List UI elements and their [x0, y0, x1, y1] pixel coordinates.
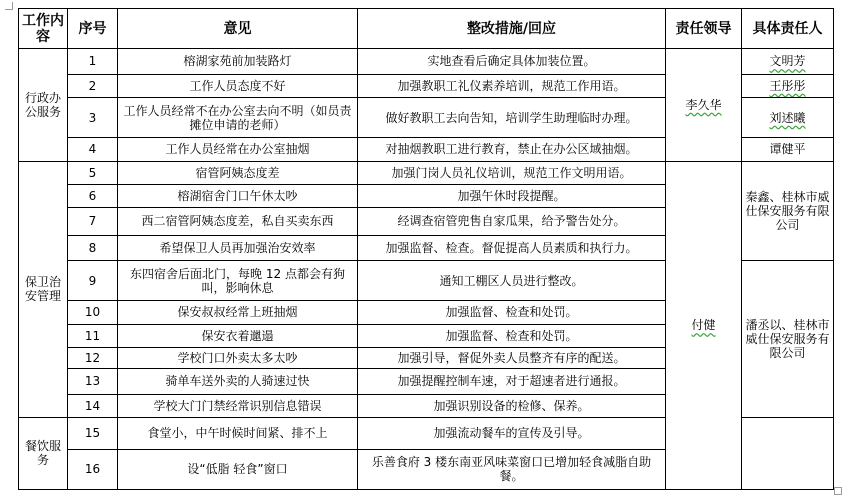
row-person: [742, 74, 834, 97]
row-opinion: 学校门口外卖太多太吵: [118, 347, 358, 368]
row-measure: 加强教职工礼仪素养培训，规范工作用语。: [358, 74, 666, 97]
row-measure: 做好教职工去向告知，培训学生助理临时办理。: [358, 97, 666, 137]
table-row: [19, 49, 834, 74]
row-index: 3: [68, 97, 118, 137]
table-header-row: [19, 9, 834, 49]
row-opinion: 榕湖家苑前加装路灯: [118, 49, 358, 74]
row-index: 6: [68, 184, 118, 207]
row-opinion: 保安衣着邋遢: [118, 324, 358, 347]
person-dining-empty: [742, 417, 834, 489]
row-measure: 加强提醒控制车速，对于超速者进行通报。: [358, 369, 666, 394]
row-index: 13: [68, 369, 118, 394]
row-measure: 加强门岗人员礼仪培训，规范工作文明用语。: [358, 161, 666, 184]
table-row: [19, 161, 834, 184]
row-measure: 经调查宿管兜售自家瓜果，给予警告处分。: [358, 208, 666, 236]
company-b: 潘丞以、桂林市威仕保安服务有限公司: [742, 261, 834, 418]
row-opinion: 榕湖宿舍门口午休太吵: [118, 184, 358, 207]
leader-admin-name: 李久华: [685, 97, 722, 112]
row-index: 2: [68, 74, 118, 97]
category-dining: 餐饮服务: [19, 417, 68, 489]
row-index: 16: [68, 449, 118, 489]
row-index: 1: [68, 49, 118, 74]
row-measure: 通知工棚区人员进行整改。: [358, 261, 666, 301]
category-admin: 行政办公服务: [19, 49, 68, 161]
row-index: 15: [68, 417, 118, 449]
row-opinion: 学校大门门禁经常识别信息错误: [118, 394, 358, 417]
row-measure: 加强午休时段提醒。: [358, 184, 666, 207]
row-measure: 乐善食府 3 楼东南亚风味菜窗口已增加轻食减脂自助餐。: [358, 449, 666, 489]
row-measure: 加强监督、检查。督促提高人员素质和执行力。: [358, 235, 666, 260]
row-measure: 对抽烟教职工进行教育，禁止在办公区域抽烟。: [358, 138, 666, 161]
row-person-name: 谭健平: [769, 142, 806, 157]
row-index: 11: [68, 324, 118, 347]
row-person-name: 王彤彤: [769, 78, 806, 93]
row-person: [742, 49, 834, 74]
row-opinion: 食堂小，中午时候时间紧、排不上: [118, 417, 358, 449]
row-opinion: 希望保卫人员再加强治安效率: [118, 235, 358, 260]
row-person: [742, 97, 834, 137]
row-opinion: 保安叔叔经常上班抽烟: [118, 301, 358, 324]
header-person: 具体责任人: [742, 9, 834, 49]
row-opinion: 宿管阿姨态度差: [118, 161, 358, 184]
leader-security: [666, 161, 742, 489]
row-person-name: 刘述曦: [769, 110, 806, 125]
row-measure: 加强识别设备的检修、保养。: [358, 394, 666, 417]
row-person: [742, 138, 834, 161]
header-opinion: 意见: [118, 9, 358, 49]
row-index: 7: [68, 208, 118, 236]
row-opinion: 工作人员态度不好: [118, 74, 358, 97]
row-measure: 实地查看后确定具体加装位置。: [358, 49, 666, 74]
header-measure: 整改措施/回应: [358, 9, 666, 49]
row-index: 4: [68, 138, 118, 161]
row-opinion: 工作人员经常不在办公室去向不明（如员责摊位申请的老师）: [118, 97, 358, 137]
table-resize-handle[interactable]: [834, 487, 842, 495]
category-security: 保卫治安管理: [19, 161, 68, 417]
row-measure: 加强引导，督促外卖人员整齐有序的配送。: [358, 347, 666, 368]
company-a: 秦鑫、桂林市威仕保安服务有限公司: [742, 161, 834, 261]
leader-admin: [666, 49, 742, 161]
row-measure: 加强监督、检查和处罚。: [358, 324, 666, 347]
header-index: 序号: [68, 9, 118, 49]
row-index: 9: [68, 261, 118, 301]
row-measure: 加强监督、检查和处罚。: [358, 301, 666, 324]
row-index: 5: [68, 161, 118, 184]
row-opinion: 工作人员经常在办公室抽烟: [118, 138, 358, 161]
leader-security-name: 付健: [691, 318, 716, 333]
header-category: 工作内容: [19, 9, 68, 49]
row-measure: 加强流动餐车的宣传及引导。: [358, 417, 666, 449]
row-opinion: 东四宿舍后面北门，每晚 12 点都会有狗叫，影响休息: [118, 261, 358, 301]
row-person-name: 文明芳: [769, 54, 806, 69]
row-index: 10: [68, 301, 118, 324]
row-index: 12: [68, 347, 118, 368]
row-opinion: 骑单车送外卖的人骑速过快: [118, 369, 358, 394]
rectification-table: [18, 8, 834, 490]
header-leader: 责任领导: [666, 9, 742, 49]
page-corner-mark: [5, 2, 13, 10]
row-index: 14: [68, 394, 118, 417]
row-opinion: 西二宿管阿姨态度差，私自买卖东西: [118, 208, 358, 236]
row-index: 8: [68, 235, 118, 260]
row-opinion: 设“低脂 轻食”窗口: [118, 449, 358, 489]
